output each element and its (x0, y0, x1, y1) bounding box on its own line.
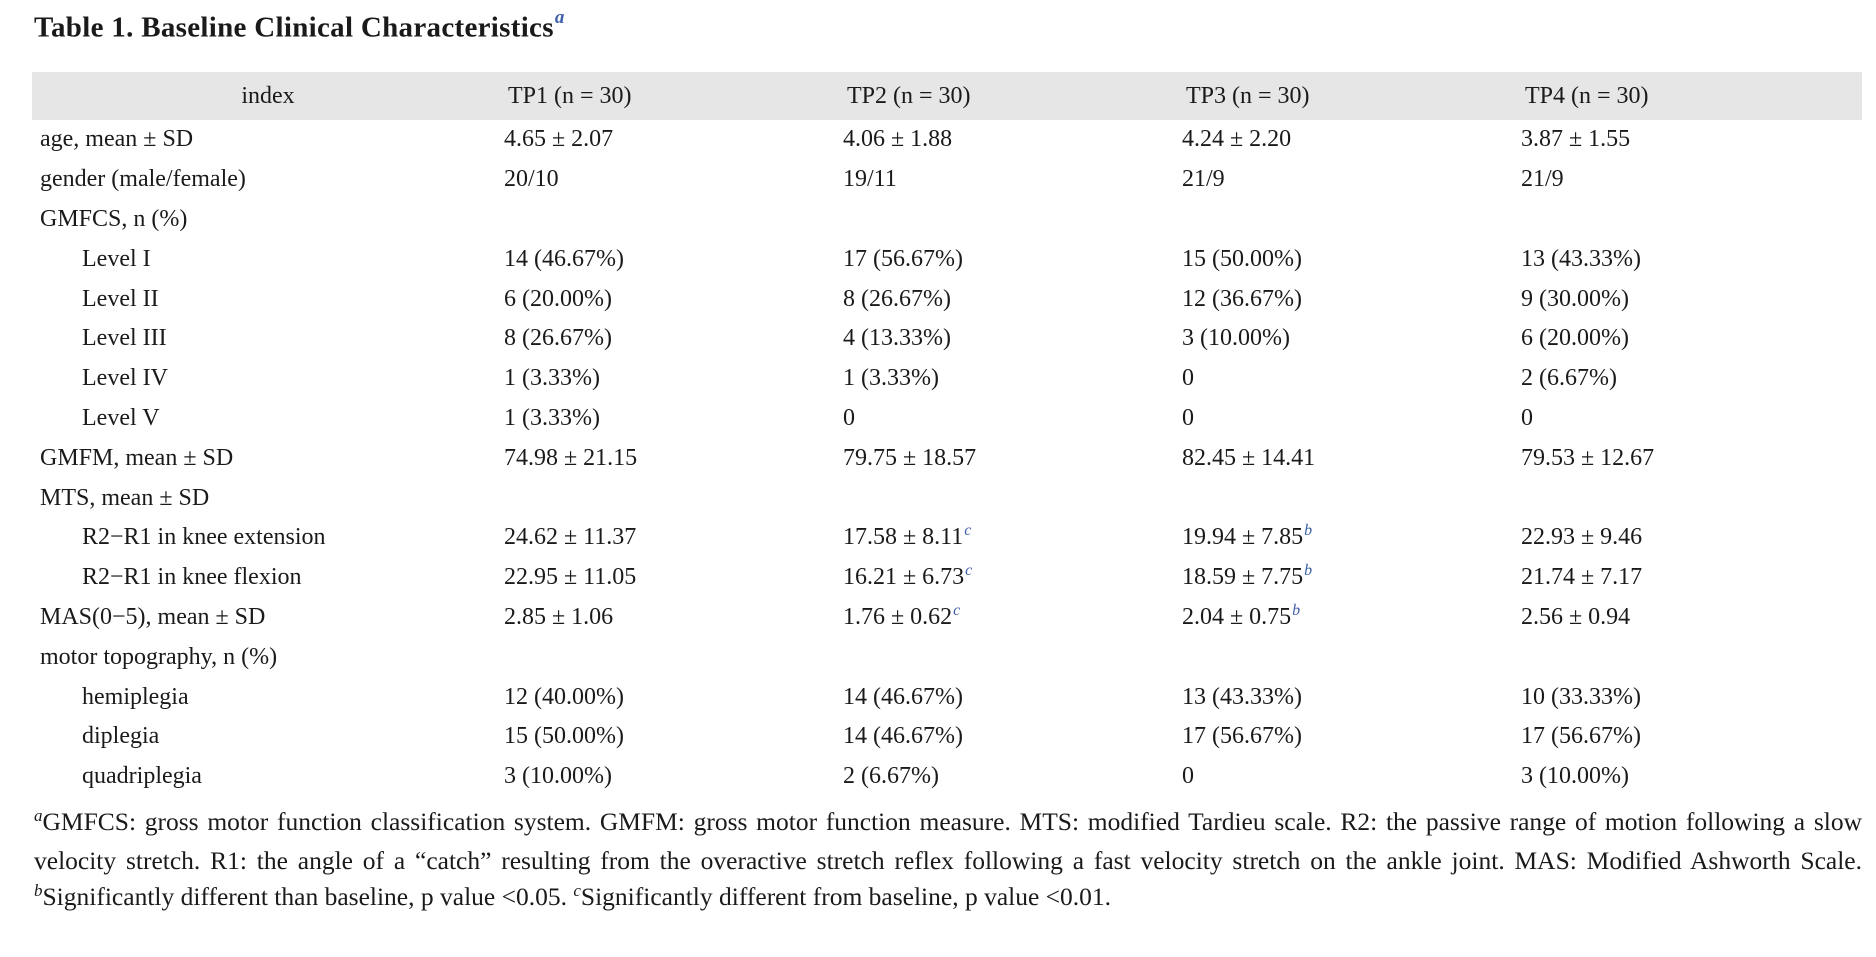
table-title-text: Table 1. Baseline Clinical Characteristics (34, 11, 554, 44)
row-label: Level IV (82, 365, 168, 392)
cell-value: 79.75 ± 18.57 (843, 444, 977, 471)
cell-value: 4.65 ± 2.07 (504, 126, 614, 153)
significance-marker: c (965, 562, 973, 580)
significance-marker: c (953, 601, 961, 619)
cell-tp1 (504, 319, 843, 359)
row-label: Level II (82, 285, 159, 312)
cell-value: 0 (1182, 365, 1194, 392)
table-row (32, 757, 1862, 797)
cell-tp1 (504, 717, 843, 757)
cell-value: 13 (43.33%) (1182, 683, 1302, 710)
cell-tp1 (504, 637, 843, 677)
cell-value: 13 (43.33%) (1521, 245, 1641, 272)
cell-tp4 (1521, 239, 1862, 279)
cell-tp1 (504, 757, 843, 797)
header-tp4: TP4 (n = 30) (1521, 72, 1862, 120)
cell-tp1 (504, 558, 843, 598)
cell-tp2 (843, 478, 1182, 518)
cell-tp4 (1521, 478, 1862, 518)
cell-tp4 (1521, 598, 1862, 638)
cell-tp4 (1521, 200, 1862, 240)
cell-value: 0 (1182, 763, 1194, 790)
cell-tp4 (1521, 319, 1862, 359)
cell-tp3 (1182, 717, 1521, 757)
cell-value: 1 (3.33%) (843, 365, 939, 392)
cell-value: 17 (56.67%) (843, 245, 963, 272)
table-row (32, 598, 1862, 638)
cell-value: 14 (46.67%) (843, 683, 963, 710)
cell-tp3 (1182, 200, 1521, 240)
cell-value: 15 (50.00%) (504, 723, 624, 750)
cell-tp2 (843, 598, 1182, 638)
cell-tp1 (504, 239, 843, 279)
table-row (32, 518, 1862, 558)
table-row (32, 399, 1862, 439)
cell-value: 3.87 ± 1.55 (1521, 126, 1631, 153)
cell-value: 18.59 ± 7.75 (1182, 564, 1304, 591)
cell-value: 17 (56.67%) (1182, 723, 1302, 750)
cell-tp3 (1182, 120, 1521, 160)
cell-value: 8 (26.67%) (843, 285, 951, 312)
row-label: hemiplegia (82, 683, 189, 710)
table-row (32, 438, 1862, 478)
cell-tp2 (843, 717, 1182, 757)
cell-tp1 (504, 438, 843, 478)
row-label: R2−R1 in knee flexion (82, 564, 302, 591)
cell-tp3 (1182, 279, 1521, 319)
row-label: gender (male/female) (40, 166, 246, 193)
significance-marker: b (1292, 601, 1301, 619)
cell-value: 1 (3.33%) (504, 404, 600, 431)
footnote-c-text: Significantly different from baseline, p value <0.01. (580, 882, 1112, 911)
cell-tp1 (504, 677, 843, 717)
row-label: GMFM, mean ± SD (40, 444, 234, 471)
cell-value: 2.56 ± 0.94 (1521, 603, 1631, 630)
cell-value: 4 (13.33%) (843, 325, 951, 352)
cell-value: 3 (10.00%) (504, 763, 612, 790)
cell-tp2 (843, 677, 1182, 717)
significance-marker: b (1304, 562, 1313, 580)
table-body (32, 120, 1862, 797)
row-label: motor topography, n (%) (40, 643, 278, 670)
cell-value: 1.76 ± 0.62 (843, 603, 953, 630)
table-row (32, 160, 1862, 200)
cell-value: 22.95 ± 11.05 (504, 564, 637, 591)
cell-value: 0 (843, 404, 855, 431)
cell-value: 9 (30.00%) (1521, 285, 1629, 312)
cell-tp2 (843, 279, 1182, 319)
cell-tp4 (1521, 438, 1862, 478)
cell-value: 16.21 ± 6.73 (843, 564, 965, 591)
cell-tp3 (1182, 518, 1521, 558)
row-label: diplegia (82, 723, 160, 750)
cell-tp1 (504, 478, 843, 518)
cell-tp4 (1521, 120, 1862, 160)
table-footnote (34, 804, 1862, 918)
cell-tp3 (1182, 160, 1521, 200)
significance-marker: c (964, 522, 972, 540)
title-footnote-marker: a (554, 7, 565, 28)
cell-tp4 (1521, 637, 1862, 677)
cell-value: 3 (10.00%) (1182, 325, 1290, 352)
row-label: MTS, mean ± SD (40, 484, 210, 511)
cell-value: 3 (10.00%) (1521, 763, 1629, 790)
cell-tp2 (843, 359, 1182, 399)
cell-tp2 (843, 120, 1182, 160)
table-row (32, 319, 1862, 359)
cell-value: 6 (20.00%) (1521, 325, 1629, 352)
cell-tp1 (504, 598, 843, 638)
cell-tp4 (1521, 160, 1862, 200)
cell-tp1 (504, 279, 843, 319)
cell-tp4 (1521, 677, 1862, 717)
cell-tp4 (1521, 399, 1862, 439)
cell-tp3 (1182, 598, 1521, 638)
footnote-c-marker: c (573, 881, 581, 900)
cell-value: 20/10 (504, 166, 559, 193)
cell-tp2 (843, 757, 1182, 797)
cell-value: 17 (56.67%) (1521, 723, 1641, 750)
table-row (32, 637, 1862, 677)
row-label: GMFCS, n (%) (40, 205, 188, 232)
cell-value: 82.45 ± 14.41 (1182, 444, 1316, 471)
table-header-row (32, 72, 1862, 120)
cell-tp3 (1182, 478, 1521, 518)
cell-value: 4.24 ± 2.20 (1182, 126, 1292, 153)
cell-value: 14 (46.67%) (504, 245, 624, 272)
table-row (32, 677, 1862, 717)
cell-value: 12 (36.67%) (1182, 285, 1302, 312)
cell-tp2 (843, 518, 1182, 558)
table-row (32, 239, 1862, 279)
cell-tp1 (504, 200, 843, 240)
baseline-characteristics-table (32, 72, 1862, 797)
header-index: index (32, 72, 504, 120)
cell-tp2 (843, 399, 1182, 439)
cell-value: 0 (1521, 404, 1533, 431)
cell-tp2 (843, 239, 1182, 279)
cell-tp3 (1182, 637, 1521, 677)
cell-tp1 (504, 160, 843, 200)
significance-marker: b (1304, 522, 1313, 540)
cell-value: 1 (3.33%) (504, 365, 600, 392)
header-tp2: TP2 (n = 30) (843, 72, 1182, 120)
row-label: Level V (82, 404, 160, 431)
footnote-b-text: Significantly different than baseline, p value <0.05. (42, 882, 567, 911)
cell-tp2 (843, 160, 1182, 200)
cell-tp3 (1182, 319, 1521, 359)
footnote-a-marker: a (34, 806, 43, 825)
row-label: age, mean ± SD (40, 126, 194, 153)
cell-tp2 (843, 200, 1182, 240)
cell-value: 22.93 ± 9.46 (1521, 524, 1643, 551)
cell-value: 4.06 ± 1.88 (843, 126, 953, 153)
cell-tp2 (843, 637, 1182, 677)
table-row (32, 717, 1862, 757)
table-row (32, 279, 1862, 319)
table-row (32, 558, 1862, 598)
header-tp3: TP3 (n = 30) (1182, 72, 1521, 120)
cell-tp3 (1182, 677, 1521, 717)
cell-tp2 (843, 319, 1182, 359)
cell-tp4 (1521, 518, 1862, 558)
cell-value: 24.62 ± 11.37 (504, 524, 637, 551)
cell-tp3 (1182, 359, 1521, 399)
cell-value: 79.53 ± 12.67 (1521, 444, 1655, 471)
row-label: Level III (82, 325, 167, 352)
cell-tp4 (1521, 279, 1862, 319)
cell-value: 12 (40.00%) (504, 683, 624, 710)
cell-value: 21/9 (1182, 166, 1225, 193)
cell-value: 2.85 ± 1.06 (504, 603, 614, 630)
cell-value: 8 (26.67%) (504, 325, 612, 352)
cell-value: 14 (46.67%) (843, 723, 963, 750)
table-title (34, 7, 565, 45)
cell-tp3 (1182, 757, 1521, 797)
cell-tp4 (1521, 558, 1862, 598)
cell-value: 15 (50.00%) (1182, 245, 1302, 272)
cell-value: 19.94 ± 7.85 (1182, 524, 1304, 551)
table-row (32, 478, 1862, 518)
cell-tp3 (1182, 399, 1521, 439)
cell-value: 0 (1182, 404, 1194, 431)
table-row (32, 359, 1862, 399)
row-label: R2−R1 in knee extension (82, 524, 326, 551)
cell-tp3 (1182, 239, 1521, 279)
cell-tp1 (504, 399, 843, 439)
cell-value: 17.58 ± 8.11 (843, 524, 964, 551)
footnote-a-text: GMFCS: gross motor function classification system. GMFM: gross motor function measure. MTS: modified Tardieu scale. R2: the passive range of motion following a slow velocity stretch. R1: the angle of a “catch” resulting from the overactive stretch reflex following a fast velocity stretch on the ankle joint. MAS: Modified Ashworth Scale. (34, 807, 1862, 875)
cell-tp4 (1521, 717, 1862, 757)
cell-value: 19/11 (843, 166, 897, 193)
cell-tp3 (1182, 438, 1521, 478)
cell-value: 2 (6.67%) (843, 763, 939, 790)
cell-tp3 (1182, 558, 1521, 598)
cell-tp1 (504, 359, 843, 399)
table-row (32, 120, 1862, 160)
footnote-b-marker: b (34, 881, 43, 900)
cell-tp2 (843, 438, 1182, 478)
cell-tp1 (504, 518, 843, 558)
table-row (32, 200, 1862, 240)
row-label: quadriplegia (82, 763, 202, 790)
cell-value: 21/9 (1521, 166, 1564, 193)
cell-value: 21.74 ± 7.17 (1521, 564, 1643, 591)
cell-value: 74.98 ± 21.15 (504, 444, 638, 471)
header-tp1: TP1 (n = 30) (504, 72, 843, 120)
row-label: MAS(0−5), mean ± SD (40, 603, 266, 630)
cell-tp1 (504, 120, 843, 160)
cell-value: 6 (20.00%) (504, 285, 612, 312)
cell-tp4 (1521, 757, 1862, 797)
cell-value: 2 (6.67%) (1521, 365, 1617, 392)
cell-tp2 (843, 558, 1182, 598)
cell-tp4 (1521, 359, 1862, 399)
row-label: Level I (82, 245, 151, 272)
cell-value: 10 (33.33%) (1521, 683, 1641, 710)
cell-value: 2.04 ± 0.75 (1182, 603, 1292, 630)
